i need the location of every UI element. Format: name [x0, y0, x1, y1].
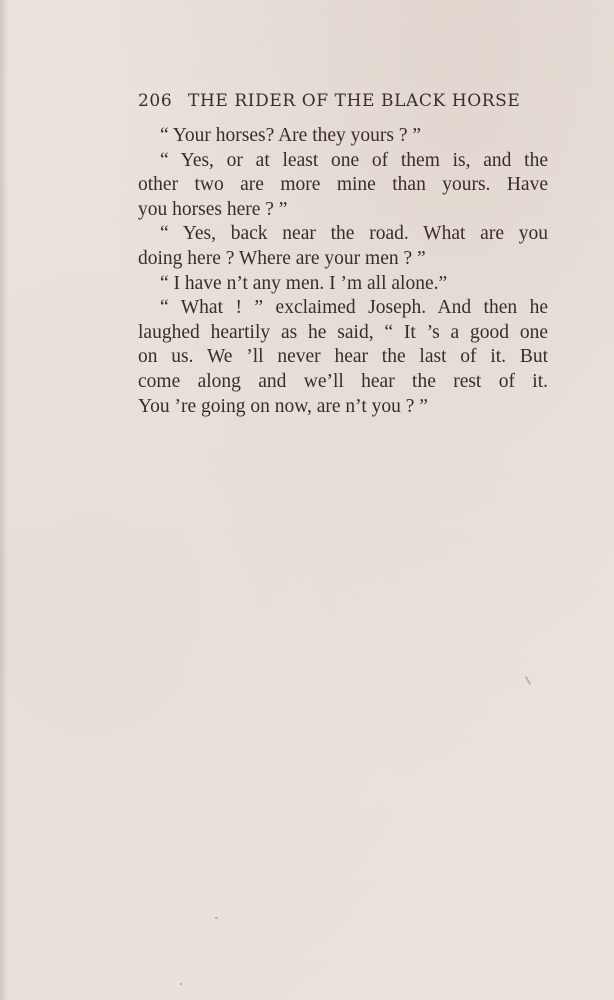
running-head: THE RIDER OF THE BLACK HORSE — [188, 91, 521, 111]
text-line: on us. We ’ll never hear the last of it. But — [138, 346, 548, 368]
text-line: You ’re going on now, are n’t you ? ” — [138, 395, 428, 417]
paper-speck — [215, 917, 218, 919]
page-edge-shadow — [0, 0, 8, 1000]
text-line: “ Yes, or at least one of them is, and the — [160, 149, 548, 171]
text-line: “ I have n’t any men. I ’m all alone.” — [160, 272, 448, 294]
body-text — [138, 124, 548, 419]
paper-speck — [525, 676, 531, 685]
text-line: other two are more mine than yours. Have — [138, 174, 548, 196]
text-line: “ What ! ” exclaimed Joseph. And then he — [160, 297, 548, 319]
text-line: laughed heartily as he said, “ It ’s a good one — [138, 321, 548, 343]
page-number: 206 — [138, 91, 173, 111]
text-line: you horses here ? ” — [138, 198, 288, 220]
text-line: doing here ? Where are your men ? ” — [138, 247, 426, 269]
text-line: “ Yes, back near the road. What are you — [160, 223, 548, 245]
text-line: come along and we’ll hear the rest of it. — [138, 370, 548, 392]
text-line: “ Your horses? Are they yours ? ” — [160, 125, 422, 146]
paper-speck — [180, 983, 182, 985]
page-header — [138, 91, 538, 117]
